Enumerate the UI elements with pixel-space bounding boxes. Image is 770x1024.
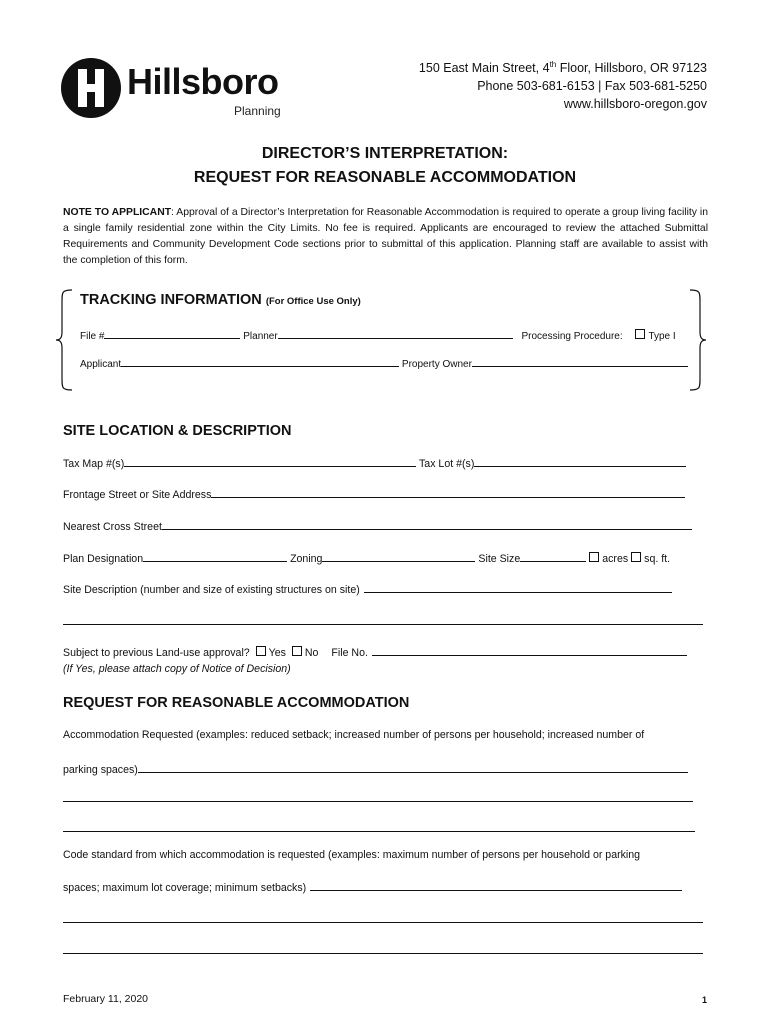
planner-label: Planner [243, 331, 278, 342]
site-size-field[interactable] [520, 551, 586, 562]
hillsboro-logo-icon [60, 56, 122, 120]
prior-yes-label: Yes [268, 647, 286, 659]
code-standard-line-2[interactable] [63, 922, 703, 923]
site-description-field[interactable] [364, 582, 672, 593]
left-brace-icon [54, 288, 74, 392]
code-standard-line-3[interactable] [63, 953, 703, 954]
address-block [419, 56, 707, 113]
planner-field[interactable] [278, 328, 513, 339]
tracking-row-2 [80, 356, 720, 370]
type-i-label: Type I [648, 331, 676, 342]
cross-street-row [63, 519, 703, 533]
tracking-heading: TRACKING INFORMATION (For Office Use Only) [80, 292, 361, 308]
tracking-heading-note: (For Office Use Only) [265, 296, 361, 307]
processing-procedure-label: Processing Procedure: [521, 331, 623, 342]
code-standard-field[interactable] [310, 880, 682, 891]
acres-checkbox[interactable] [589, 552, 599, 562]
prior-approval-note: (If Yes, please attach copy of Notice of Decision) [63, 663, 291, 675]
request-heading: REQUEST FOR REASONABLE ACCOMMODATION [63, 695, 410, 711]
tax-map-label: Tax Map #(s) [63, 458, 125, 470]
frontage-row [63, 487, 703, 501]
note-label: NOTE TO APPLICANT [63, 207, 172, 218]
plan-designation-field[interactable] [143, 551, 287, 562]
site-location-heading: SITE LOCATION & DESCRIPTION [63, 423, 292, 439]
sqft-label: sq. ft. [644, 553, 671, 565]
cross-street-label: Nearest Cross Street [63, 521, 162, 533]
site-description-line-2[interactable] [63, 624, 703, 625]
applicant-note [63, 205, 708, 269]
accommodation-label-line-2: parking spaces) [63, 764, 138, 776]
file-number-field[interactable] [104, 328, 240, 339]
logo-subtitle: Planning [234, 104, 281, 118]
file-label: File # [80, 331, 105, 342]
page-title-line-2: REQUEST FOR REASONABLE ACCOMMODATION [193, 169, 577, 186]
address-line-3: www.hillsboro-oregon.gov [563, 97, 707, 112]
tax-map-field[interactable] [124, 456, 416, 467]
accommodation-row [63, 762, 703, 776]
plan-designation-label: Plan Designation [63, 553, 144, 565]
code-standard-label-line-2: spaces; maximum lot coverage; minimum setbacks) [63, 882, 307, 894]
zoning-label: Zoning [290, 553, 323, 565]
address-line-2: Phone 503-681-6153 | Fax 503-681-5250 [477, 79, 707, 94]
tax-lot-field[interactable] [474, 456, 686, 467]
cross-street-field[interactable] [162, 519, 692, 530]
sqft-checkbox[interactable] [631, 552, 641, 562]
code-standard-label-line-1: Code standard from which accommodation is requested (examples: maximum number of persons per household or parking [63, 849, 641, 861]
zoning-field[interactable] [322, 551, 475, 562]
file-no-field[interactable] [372, 645, 687, 656]
accommodation-label-line-1: Accommodation Requested (examples: reduced setback; increased number of persons per household; increased number of [63, 729, 645, 741]
file-no-label: File No. [331, 647, 368, 659]
prior-yes-checkbox[interactable] [256, 646, 266, 656]
tax-row [63, 456, 703, 470]
prior-no-label: No [304, 647, 319, 659]
site-description-row [63, 582, 703, 596]
prior-approval-row [63, 645, 703, 659]
frontage-label: Frontage Street or Site Address [63, 489, 212, 501]
site-description-label: Site Description (number and size of existing structures on site) [63, 584, 360, 596]
note-text: : Approval of a Director’s Interpretation for Reasonable Accommodation is required to operate a group living facility in a single family residential zone within the City Limits. No fee is required. Applicants are encouraged to review the attached Submittal Requirements and Community Development Code sections prior to submittal of this application. Planning staff are available to assist with the completion of this form. [63, 207, 708, 266]
acres-label: acres [602, 553, 629, 565]
prior-no-checkbox[interactable] [292, 646, 302, 656]
code-standard-row [63, 880, 703, 894]
address-line-1: 150 East Main Street, 4th Floor, Hillsboro, OR 97123 [418, 60, 707, 76]
tracking-row-1 [80, 328, 720, 342]
tax-lot-label: Tax Lot #(s) [419, 458, 475, 470]
accommodation-line-2[interactable] [63, 801, 693, 802]
property-owner-field[interactable] [472, 356, 688, 367]
page-number: 1 [702, 995, 708, 1005]
page-title-line-1: DIRECTOR’S INTERPRETATION: [261, 145, 509, 162]
site-size-label: Site Size [478, 553, 521, 565]
accommodation-line-3[interactable] [63, 831, 695, 832]
prior-approval-label: Subject to previous Land-use approval? [63, 647, 250, 659]
footer-date: February 11, 2020 [63, 993, 149, 1005]
accommodation-field[interactable] [138, 762, 688, 773]
type-i-checkbox[interactable] [635, 329, 645, 339]
property-owner-label: Property Owner [401, 359, 472, 370]
applicant-field[interactable] [121, 356, 399, 367]
plan-row [63, 551, 703, 565]
frontage-field[interactable] [211, 487, 685, 498]
applicant-label: Applicant [80, 359, 122, 370]
logo-name: Hillsboro [127, 61, 279, 102]
